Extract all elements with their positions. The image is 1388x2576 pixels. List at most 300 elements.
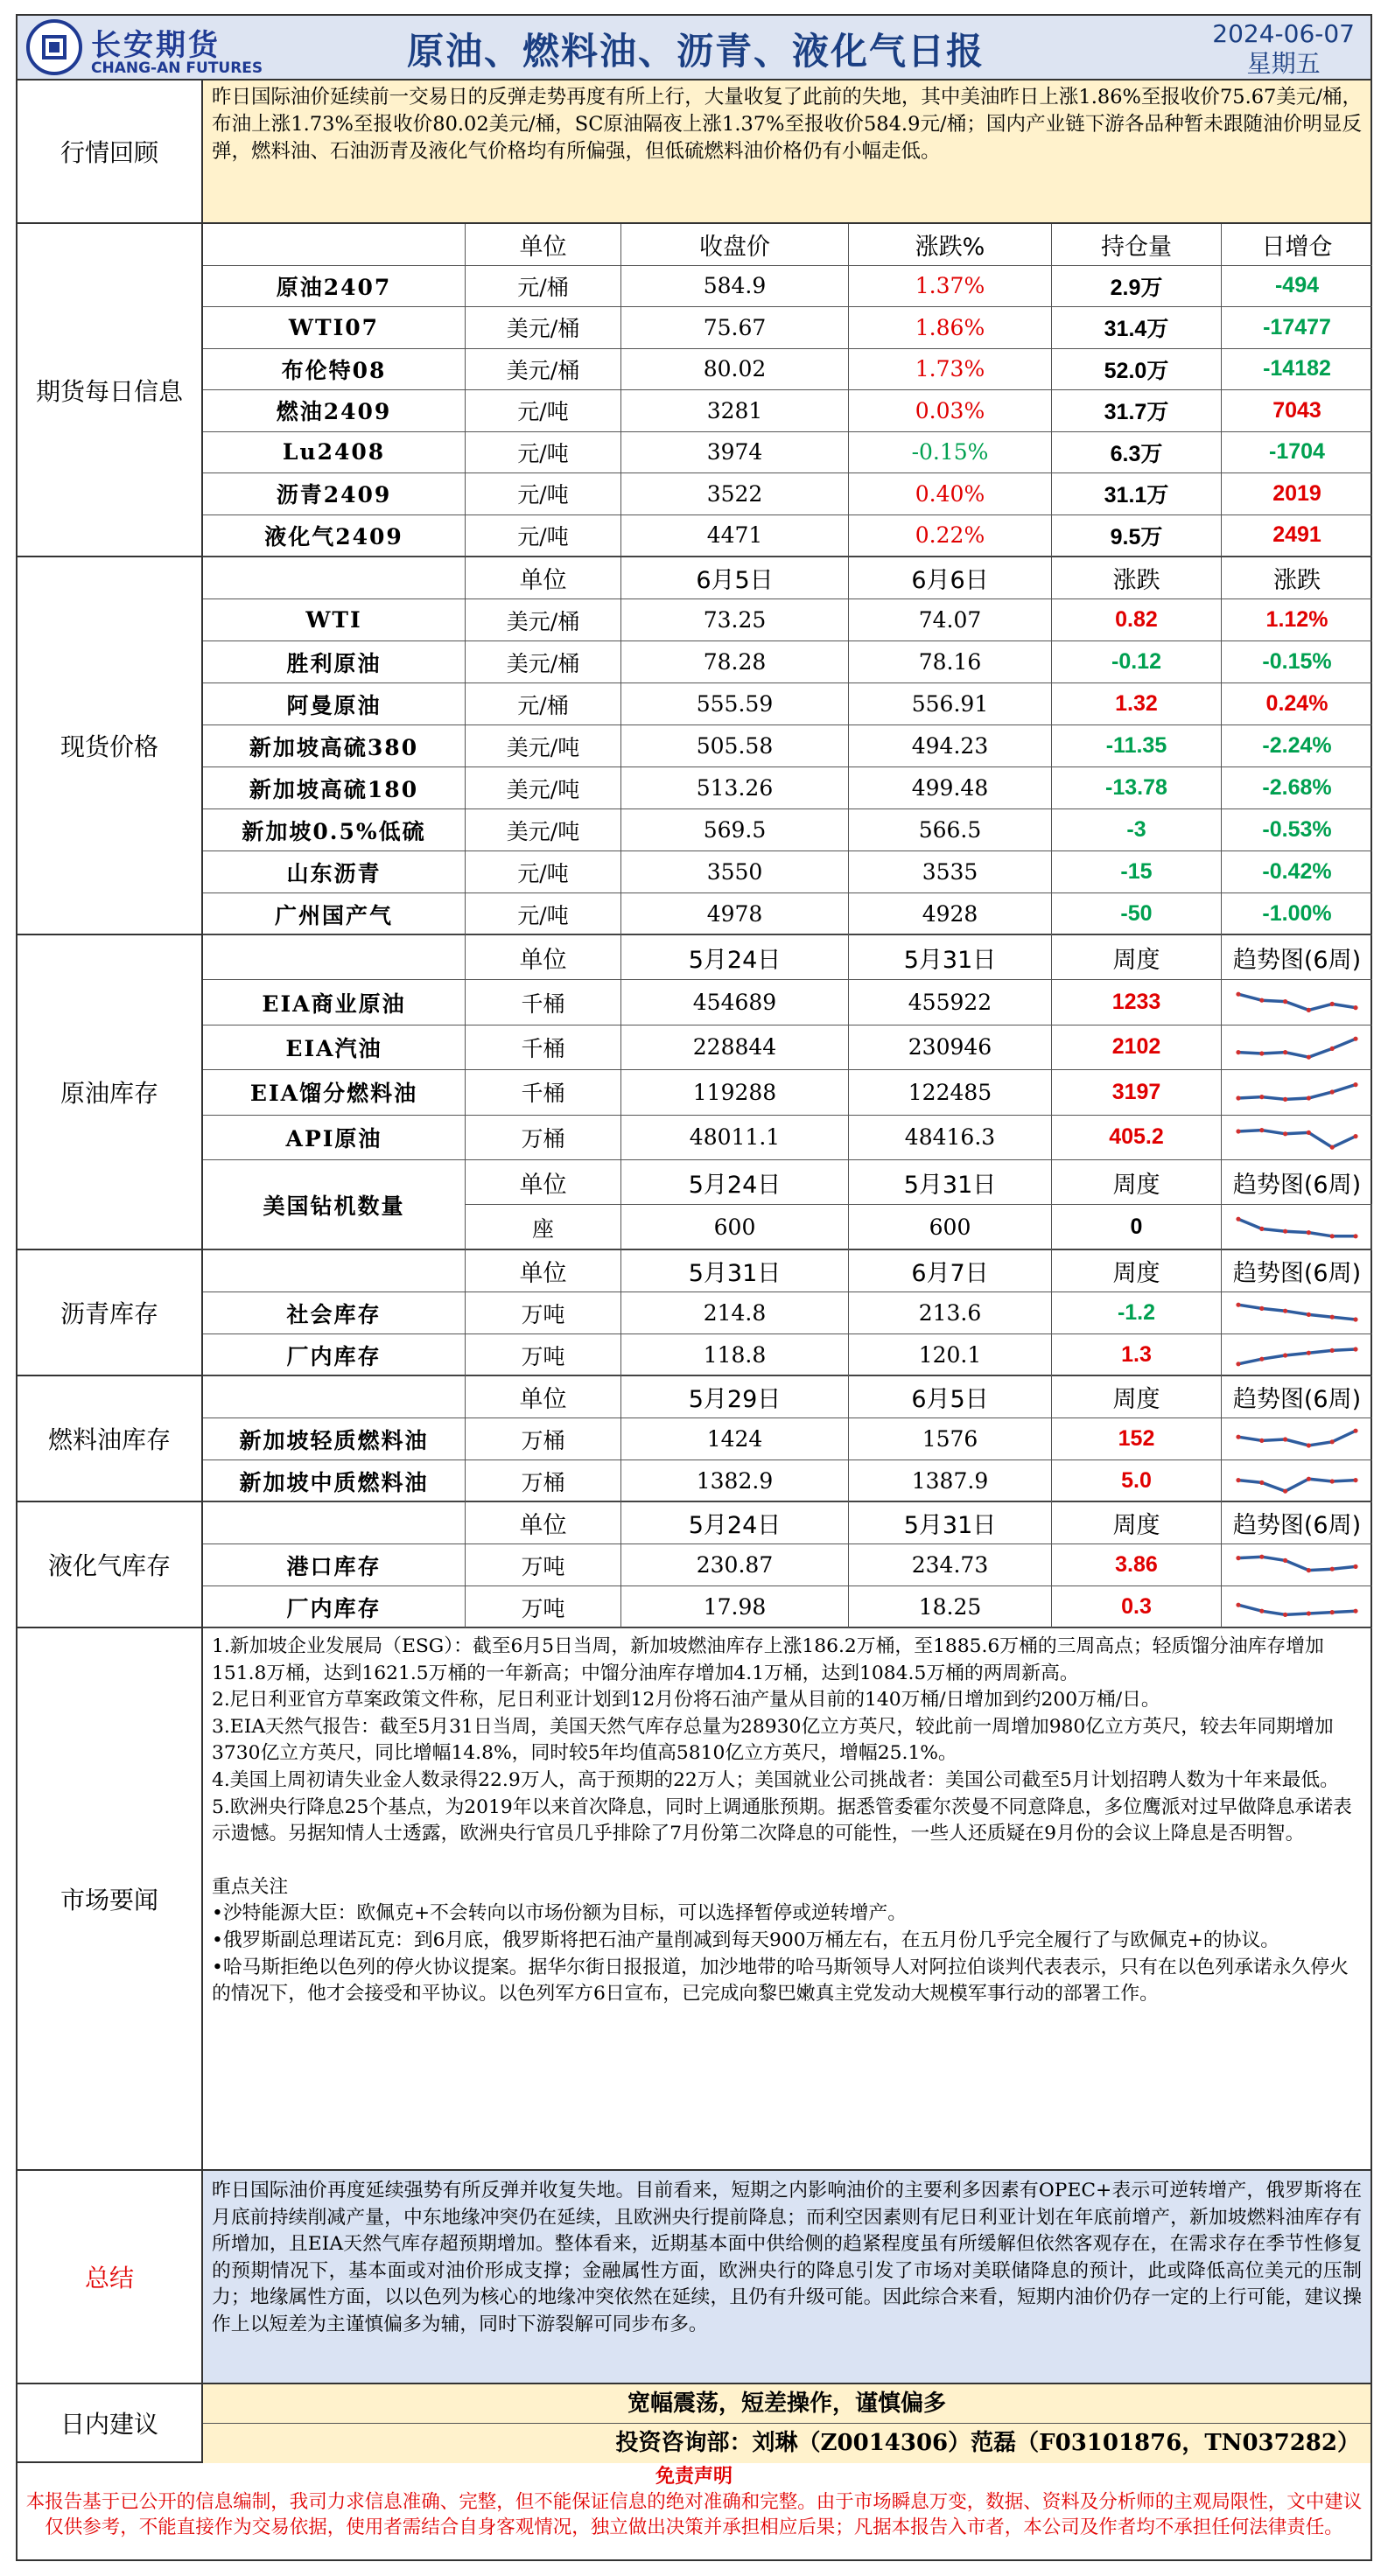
trend-point xyxy=(1353,1564,1357,1568)
trend-point xyxy=(1307,1611,1311,1615)
price-day1: 569.5 xyxy=(621,809,849,851)
oi-change: -1704 xyxy=(1222,432,1372,474)
value-curr: 600 xyxy=(849,1205,1052,1250)
value-prev: 228844 xyxy=(621,1026,849,1070)
news-section xyxy=(16,1628,1372,2171)
unit: 美元/吨 xyxy=(466,767,621,809)
value-curr: 1576 xyxy=(849,1418,1052,1460)
item-name: EIA汽油 xyxy=(203,1026,466,1070)
trend-point xyxy=(1307,1443,1311,1447)
change-percent: 0.40% xyxy=(849,473,1052,515)
trend-line xyxy=(1238,1219,1356,1236)
column-header: 5月24日 xyxy=(621,1502,849,1544)
trend-point xyxy=(1283,1131,1287,1136)
unit: 元/吨 xyxy=(466,515,621,557)
trend-point xyxy=(1330,1566,1335,1571)
column-header: 周度 xyxy=(1052,935,1222,980)
news-item: 4.美国上周初请失业金人数录得22.9万人，高于预期的22万人；美国就业公司挑战者：美国公司截至5月计划招聘人数为十年来最低。 xyxy=(212,1768,1339,1791)
unit: 元/桶 xyxy=(466,683,621,725)
trend-point xyxy=(1283,999,1287,1004)
trend-point xyxy=(1329,1234,1334,1238)
trend-line xyxy=(1238,1305,1356,1320)
unit: 美元/吨 xyxy=(466,725,621,767)
unit: 万吨 xyxy=(466,1334,621,1376)
column-header: 涨跌 xyxy=(1052,557,1222,599)
unit: 千桶 xyxy=(466,1070,621,1115)
trend-chart-cell xyxy=(1222,1586,1372,1628)
value-curr: 234.73 xyxy=(849,1544,1052,1586)
oi-change: 7043 xyxy=(1222,390,1372,432)
spot-label: 现货价格 xyxy=(18,557,203,934)
weekly-change: -1.2 xyxy=(1052,1292,1222,1334)
trend-line xyxy=(1238,1431,1356,1446)
change-percent: 0.03% xyxy=(849,390,1052,432)
price-day2: 494.23 xyxy=(849,725,1052,767)
change-percent: -0.53% xyxy=(1222,809,1372,851)
trend-sparkline xyxy=(1231,987,1363,1018)
value-prev: 17.98 xyxy=(621,1586,849,1628)
unit: 万桶 xyxy=(466,1116,621,1160)
trend-point xyxy=(1353,1082,1357,1087)
weekly-change: 405.2 xyxy=(1052,1116,1222,1160)
contract-name: 燃油2409 xyxy=(203,390,466,432)
lpg-inventory-table xyxy=(203,1502,1370,1628)
disclaimer-title: 免责声明 xyxy=(655,2465,733,2488)
trend-point xyxy=(1330,1439,1335,1444)
report-title: 原油、燃料油、沥青、液化气日报 xyxy=(406,30,985,73)
logo-english-name: CHANG-AN FUTURES xyxy=(91,60,263,77)
column-header xyxy=(203,935,466,980)
change-value: 0.82 xyxy=(1052,599,1222,641)
unit: 元/吨 xyxy=(466,851,621,893)
value-prev: 454689 xyxy=(621,980,849,1025)
change-value: -11.35 xyxy=(1052,725,1222,767)
change-percent: -2.68% xyxy=(1222,767,1372,809)
item-name: 厂内库存 xyxy=(203,1586,466,1628)
column-header: 单位 xyxy=(466,1250,621,1292)
trend-point xyxy=(1306,1230,1310,1235)
focus-title: 重点关注 xyxy=(212,1875,289,1898)
weekly-change: 152 xyxy=(1052,1418,1222,1460)
trend-chart-cell xyxy=(1222,980,1372,1025)
close-price: 3974 xyxy=(621,432,849,474)
trend-point xyxy=(1307,1568,1311,1572)
advice-analysts: 投资咨询部：刘琳（Z0014306）范磊（F03101876，TN037282） xyxy=(203,2424,1370,2463)
column-header: 收盘价 xyxy=(621,224,849,266)
close-price: 4471 xyxy=(621,515,849,557)
price-day1: 78.28 xyxy=(621,641,849,683)
report-date-block xyxy=(1212,19,1355,79)
value-prev: 230.87 xyxy=(621,1544,849,1586)
asphalt-inventory-section xyxy=(16,1250,1372,1376)
logo-chinese-name: 长安期货 xyxy=(91,28,221,63)
price-day1: 513.26 xyxy=(621,767,849,809)
column-header: 单位 xyxy=(466,557,621,599)
column-header xyxy=(203,557,466,599)
column-header: 6月5日 xyxy=(849,1376,1052,1418)
trend-sparkline xyxy=(1231,1424,1363,1455)
trend-point xyxy=(1283,1558,1287,1562)
trend-point xyxy=(1236,1302,1240,1306)
trend-sparkline xyxy=(1231,1076,1363,1108)
column-header: 趋势图(6周) xyxy=(1222,1502,1372,1544)
column-header: 单位 xyxy=(466,1376,621,1418)
open-interest: 52.0万 xyxy=(1052,349,1222,391)
news-content xyxy=(203,1628,1370,2169)
change-percent: 1.73% xyxy=(849,349,1052,391)
change-percent: 0.22% xyxy=(849,515,1052,557)
close-price: 80.02 xyxy=(621,349,849,391)
focus-item: •哈马斯拒绝以色列的停火协议提案。据华尔街日报报道，加沙地带的哈马斯领导人对阿拉伯谈判代表表示，只有在以色列承诺永久停火的情况下，他才会接受和平协议。以色列军方6日宣布，已完成向黎巴嫩真主党发动大规模军事行动的部署工作。 xyxy=(212,1956,1349,2006)
weekly-change: 3197 xyxy=(1052,1070,1222,1115)
weekly-change: 0 xyxy=(1052,1205,1222,1250)
trend-chart-cell xyxy=(1222,1334,1372,1376)
crude-inventory-table xyxy=(203,935,1370,1250)
item-name: EIA商业原油 xyxy=(203,980,466,1025)
column-header: 5月31日 xyxy=(849,1502,1052,1544)
value-prev: 1424 xyxy=(621,1418,849,1460)
item-name: API原油 xyxy=(203,1116,466,1160)
fuel-inventory-table xyxy=(203,1376,1370,1502)
column-header: 周度 xyxy=(1052,1502,1222,1544)
change-value: -13.78 xyxy=(1052,767,1222,809)
change-value: -0.12 xyxy=(1052,641,1222,683)
advice-strategy: 宽幅震荡，短差操作，谨慎偏多 xyxy=(203,2384,1370,2424)
unit: 千桶 xyxy=(466,980,621,1025)
trend-point xyxy=(1236,1129,1240,1133)
column-header: 6月5日 xyxy=(621,557,849,599)
product-name: 新加坡高硫180 xyxy=(203,767,466,809)
column-header: 单位 xyxy=(466,1160,621,1205)
contract-name: 布伦特08 xyxy=(203,349,466,391)
trend-point xyxy=(1283,1612,1287,1616)
change-value: 1.32 xyxy=(1052,683,1222,725)
asphalt-inventory-table xyxy=(203,1250,1370,1376)
close-price: 584.9 xyxy=(621,266,849,308)
trend-sparkline xyxy=(1231,1212,1363,1243)
price-day2: 556.91 xyxy=(849,683,1052,725)
market-review-label: 行情回顾 xyxy=(18,80,203,222)
value-curr: 120.1 xyxy=(849,1334,1052,1376)
unit: 万吨 xyxy=(466,1544,621,1586)
crude-inventory-section xyxy=(16,935,1372,1250)
trend-line xyxy=(1238,1085,1356,1100)
change-percent: -0.15% xyxy=(849,432,1052,474)
column-header: 5月31日 xyxy=(849,1160,1052,1205)
fuel-inventory-section xyxy=(16,1376,1372,1502)
unit: 美元/吨 xyxy=(466,809,621,851)
unit: 元/吨 xyxy=(466,473,621,515)
value-curr: 48416.3 xyxy=(849,1116,1052,1160)
open-interest: 31.7万 xyxy=(1052,390,1222,432)
column-header: 涨跌% xyxy=(849,224,1052,266)
weekly-change: 1233 xyxy=(1052,980,1222,1025)
value-prev: 119288 xyxy=(621,1070,849,1115)
value-curr: 1387.9 xyxy=(849,1460,1052,1502)
price-day2: 499.48 xyxy=(849,767,1052,809)
change-percent: 1.12% xyxy=(1222,599,1372,641)
value-prev: 1382.9 xyxy=(621,1460,849,1502)
weekly-change: 2102 xyxy=(1052,1026,1222,1070)
trend-point xyxy=(1307,1130,1311,1135)
futures-section xyxy=(16,224,1372,557)
focus-item: •俄罗斯副总理诺瓦克：到6月底，俄罗斯将把石油产量削减到每天900万桶左右，在五月份几乎完全履行了与欧佩克+的协议。 xyxy=(212,1928,1280,1951)
trend-chart-cell xyxy=(1222,1205,1372,1250)
close-price: 3522 xyxy=(621,473,849,515)
unit: 万吨 xyxy=(466,1292,621,1334)
advice-section xyxy=(16,2384,1372,2463)
item-name: 港口库存 xyxy=(203,1544,466,1586)
advice-content xyxy=(203,2384,1370,2463)
trend-point xyxy=(1259,1554,1264,1558)
price-day1: 73.25 xyxy=(621,599,849,641)
unit: 美元/桶 xyxy=(466,641,621,683)
trend-point xyxy=(1236,1556,1240,1560)
open-interest: 6.3万 xyxy=(1052,432,1222,474)
contract-name: WTI07 xyxy=(203,307,466,349)
column-header xyxy=(203,1502,466,1544)
column-header: 日增仓 xyxy=(1222,224,1372,266)
contract-name: Lu2408 xyxy=(203,432,466,474)
unit: 美元/桶 xyxy=(466,599,621,641)
change-percent: 0.24% xyxy=(1222,683,1372,725)
unit: 万吨 xyxy=(466,1586,621,1628)
trend-chart-cell xyxy=(1222,1070,1372,1115)
product-name: 新加坡高硫380 xyxy=(203,725,466,767)
product-name: 山东沥青 xyxy=(203,851,466,893)
crude-inventory-label: 原油库存 xyxy=(18,935,203,1249)
contract-name: 液化气2409 xyxy=(203,515,466,557)
open-interest: 9.5万 xyxy=(1052,515,1222,557)
weekly-change: 3.86 xyxy=(1052,1544,1222,1586)
open-interest: 2.9万 xyxy=(1052,266,1222,308)
trend-point xyxy=(1353,1428,1357,1432)
weekly-change: 5.0 xyxy=(1052,1460,1222,1502)
report-date: 2024-06-07 xyxy=(1212,19,1355,48)
lpg-inventory-label: 液化气库存 xyxy=(18,1502,203,1627)
market-review-text: 昨日国际油价延续前一交易日的反弹走势再度有所上行，大量收复了此前的失地，其中美油昨日上涨1.86%至报收价75.67美元/桶，布油上涨1.73%至报收价80.02美元/桶，SC原油隔夜上涨1.37%至报收价584.9元/桶；国内产业链下游各品种暂未跟随油价明显反弹，燃料油、石油沥青及液化气价格均有所偏强，但低硫燃料油价格仍有小幅走低。 xyxy=(203,80,1370,222)
trend-point xyxy=(1330,1314,1335,1319)
trend-point xyxy=(1259,1608,1264,1613)
trend-point xyxy=(1283,1353,1287,1357)
asphalt-inventory-label: 沥青库存 xyxy=(18,1250,203,1375)
value-prev: 600 xyxy=(621,1205,849,1250)
lpg-inventory-section xyxy=(16,1502,1372,1628)
oi-change: 2019 xyxy=(1222,473,1372,515)
trend-point xyxy=(1236,1216,1240,1221)
trend-point xyxy=(1236,1362,1240,1366)
fuel-inventory-label: 燃料油库存 xyxy=(18,1376,203,1501)
unit: 元/桶 xyxy=(466,266,621,308)
trend-point xyxy=(1236,991,1240,996)
focus-item: •沙特能源大臣：欧佩克+不会转向以市场份额为目标，可以选择暂停或逆转增产。 xyxy=(212,1902,908,1925)
change-value: -50 xyxy=(1052,893,1222,935)
unit: 万桶 xyxy=(466,1418,621,1460)
trend-sparkline xyxy=(1231,1466,1363,1497)
trend-point xyxy=(1283,1308,1287,1312)
trend-point xyxy=(1307,1350,1311,1354)
spot-table xyxy=(203,557,1370,935)
product-name: 广州国产气 xyxy=(203,893,466,935)
trend-sparkline xyxy=(1231,1298,1363,1329)
trend-point xyxy=(1283,1050,1287,1054)
trend-sparkline xyxy=(1231,1550,1363,1581)
trend-point xyxy=(1259,1306,1264,1310)
price-day1: 3550 xyxy=(621,851,849,893)
trend-point xyxy=(1283,1437,1287,1441)
column-header: 趋势图(6周) xyxy=(1222,1160,1372,1205)
column-header: 5月31日 xyxy=(621,1250,849,1292)
price-day2: 566.5 xyxy=(849,809,1052,851)
unit: 万桶 xyxy=(466,1460,621,1502)
value-curr: 230946 xyxy=(849,1026,1052,1070)
price-day1: 555.59 xyxy=(621,683,849,725)
trend-point xyxy=(1330,1046,1335,1051)
column-header xyxy=(203,224,466,266)
change-percent: 1.86% xyxy=(849,307,1052,349)
trend-point xyxy=(1330,1001,1335,1005)
trend-point xyxy=(1330,1348,1335,1352)
column-header: 周度 xyxy=(1052,1376,1222,1418)
change-percent: -1.00% xyxy=(1222,893,1372,935)
report-page xyxy=(16,14,1372,2562)
summary-label: 总结 xyxy=(18,2171,203,2383)
trend-point xyxy=(1353,1134,1357,1138)
trend-point xyxy=(1236,1050,1240,1054)
unit: 千桶 xyxy=(466,1026,621,1070)
value-prev: 118.8 xyxy=(621,1334,849,1376)
trend-sparkline xyxy=(1231,1592,1363,1623)
column-header: 周度 xyxy=(1052,1250,1222,1292)
trend-point xyxy=(1330,1090,1335,1095)
summary-section xyxy=(16,2171,1372,2384)
unit: 美元/桶 xyxy=(466,349,621,391)
column-header: 6月7日 xyxy=(849,1250,1052,1292)
trend-line xyxy=(1238,1605,1356,1614)
trend-chart-cell xyxy=(1222,1460,1372,1502)
product-name: WTI xyxy=(203,599,466,641)
change-percent: -0.15% xyxy=(1222,641,1372,683)
open-interest: 31.1万 xyxy=(1052,473,1222,515)
trend-point xyxy=(1307,1312,1311,1316)
oi-change: -17477 xyxy=(1222,307,1372,349)
item-name: 社会库存 xyxy=(203,1292,466,1334)
trend-point xyxy=(1353,1037,1357,1041)
futures-label: 期货每日信息 xyxy=(18,224,203,556)
column-header: 5月24日 xyxy=(621,1160,849,1205)
weekly-change: 1.3 xyxy=(1052,1334,1222,1376)
column-header: 5月29日 xyxy=(621,1376,849,1418)
trend-point xyxy=(1307,1476,1311,1480)
column-header: 单位 xyxy=(466,1502,621,1544)
futures-table xyxy=(203,224,1370,556)
trend-point xyxy=(1259,998,1264,1002)
trend-point xyxy=(1259,1438,1264,1442)
oi-change: -494 xyxy=(1222,266,1372,308)
trend-point xyxy=(1236,1096,1240,1101)
price-day1: 505.58 xyxy=(621,725,849,767)
item-name: EIA馏分燃料油 xyxy=(203,1070,466,1115)
trend-point xyxy=(1259,1128,1264,1132)
value-prev: 214.8 xyxy=(621,1292,849,1334)
trend-point xyxy=(1353,1347,1357,1351)
trend-chart-cell xyxy=(1222,1026,1372,1070)
advice-label: 日内建议 xyxy=(18,2384,203,2461)
trend-point xyxy=(1259,1226,1264,1230)
item-name: 新加坡中质燃料油 xyxy=(203,1460,466,1502)
change-value: -15 xyxy=(1052,851,1222,893)
trend-chart-cell xyxy=(1222,1292,1372,1334)
summary-text: 昨日国际油价再度延续强势有所反弹并收复失地。目前看来，短期之内影响油价的主要利多因素有OPEC+表示可逆转增产，俄罗斯将在月底前持续削减产量，中东地缘冲突仍在延续，且欧洲央行提前降息；而利空因素则有尼日利亚计划在年底前增产，新加坡燃料油库存有所增加，且EIA天然气库存超预期增加。整体看来，近期基本面中供给侧的趋紧程度虽有所缓解但依然客观存在，在需求存在季节性修复的预期情况下，基本面或对油价形成支撑；金融属性方面，欧洲央行的降息引发了市场对美联储降息的预计，此或降低高位美元的压制力；地缘属性方面，以以色列为核心的地缘冲突依然在延续，且仍有升级可能。因此综合来看，短期内油价仍存一定的上行可能，建议操作上以短差为主谨慎偏多为辅，同时下游裂解可同步布多。 xyxy=(203,2171,1370,2383)
trend-point xyxy=(1330,1479,1335,1483)
contract-name: 沥青2409 xyxy=(203,473,466,515)
trend-sparkline xyxy=(1231,1032,1363,1063)
open-interest: 31.4万 xyxy=(1052,307,1222,349)
column-header xyxy=(203,1376,466,1418)
oi-change: -14182 xyxy=(1222,349,1372,391)
news-item: 2.尼日利亚官方草案政策文件称，尼日利亚计划到12月份将石油产量从目前的140万桶/日增加到约200万桶/日。 xyxy=(212,1689,1160,1712)
trend-line xyxy=(1238,994,1356,1010)
trend-line xyxy=(1238,1557,1356,1570)
change-value: -3 xyxy=(1052,809,1222,851)
trend-point xyxy=(1330,1144,1335,1149)
news-item: 5.欧洲央行降息25个基点，为2019年以来首次降息，同时上调通胀预期。据悉管委霍尔茨曼不同意降息，多位鹰派对过早做降息承诺表示遗憾。另据知情人士透露，欧洲央行官员几乎排除了7月份第二次降息的可能性，一些人还质疑在9月份的会议上降息是否明智。 xyxy=(212,1796,1352,1845)
trend-point xyxy=(1259,1356,1264,1361)
trend-point xyxy=(1353,1608,1357,1613)
report-weekday: 星期五 xyxy=(1246,49,1321,78)
unit: 座 xyxy=(466,1205,621,1250)
price-day2: 78.16 xyxy=(849,641,1052,683)
item-name: 新加坡轻质燃料油 xyxy=(203,1418,466,1460)
column-header: 6月6日 xyxy=(849,557,1052,599)
trend-point xyxy=(1283,1488,1287,1493)
news-item: 1.新加坡企业发展局（ESG）：截至6月5日当周，新加坡燃油库存上涨186.2万桶，至1885.6万桶的三周高点；轻质馏分油库存增加151.8万桶，达到1621.5万桶的一年新高；中馏分油库存增加4.1万桶，达到1084.5万桶的两周新高。 xyxy=(212,1635,1324,1684)
trend-point xyxy=(1259,1051,1264,1055)
spot-section xyxy=(16,557,1372,935)
column-header: 持仓量 xyxy=(1052,224,1222,266)
product-name: 阿曼原油 xyxy=(203,683,466,725)
weekly-change: 0.3 xyxy=(1052,1586,1222,1628)
change-percent: -0.42% xyxy=(1222,851,1372,893)
trend-line xyxy=(1238,1349,1356,1364)
column-header: 趋势图(6周) xyxy=(1222,1250,1372,1292)
change-percent: -2.24% xyxy=(1222,725,1372,767)
contract-name: 原油2407 xyxy=(203,266,466,308)
value-curr: 213.6 xyxy=(849,1292,1052,1334)
trend-point xyxy=(1330,1610,1335,1614)
trend-point xyxy=(1353,1478,1357,1482)
trend-point xyxy=(1283,1228,1287,1233)
oi-change: 2491 xyxy=(1222,515,1372,557)
column-header: 单位 xyxy=(466,224,621,266)
unit: 元/吨 xyxy=(466,390,621,432)
price-day1: 4978 xyxy=(621,893,849,935)
trend-point xyxy=(1307,1007,1311,1012)
trend-chart-cell xyxy=(1222,1418,1372,1460)
unit: 美元/桶 xyxy=(466,307,621,349)
trend-point xyxy=(1353,1234,1357,1238)
news-item: 3.EIA天然气报告：截至5月31日当周，美国天然气库存总量为28930亿立方英尺，较此前一周增加980亿立方英尺，较去年同期增加3730亿立方英尺，同比增幅14.8%，同时较5年均值高5810亿立方英尺，增幅25.1%。 xyxy=(212,1715,1334,1765)
value-curr: 18.25 xyxy=(849,1586,1052,1628)
product-name: 胜利原油 xyxy=(203,641,466,683)
trend-point xyxy=(1353,1317,1357,1321)
trend-point xyxy=(1307,1055,1311,1060)
trend-line xyxy=(1238,1479,1356,1491)
trend-chart-cell xyxy=(1222,1116,1372,1160)
trend-point xyxy=(1353,1005,1357,1010)
trend-point xyxy=(1283,1097,1287,1102)
trend-point xyxy=(1307,1096,1311,1101)
